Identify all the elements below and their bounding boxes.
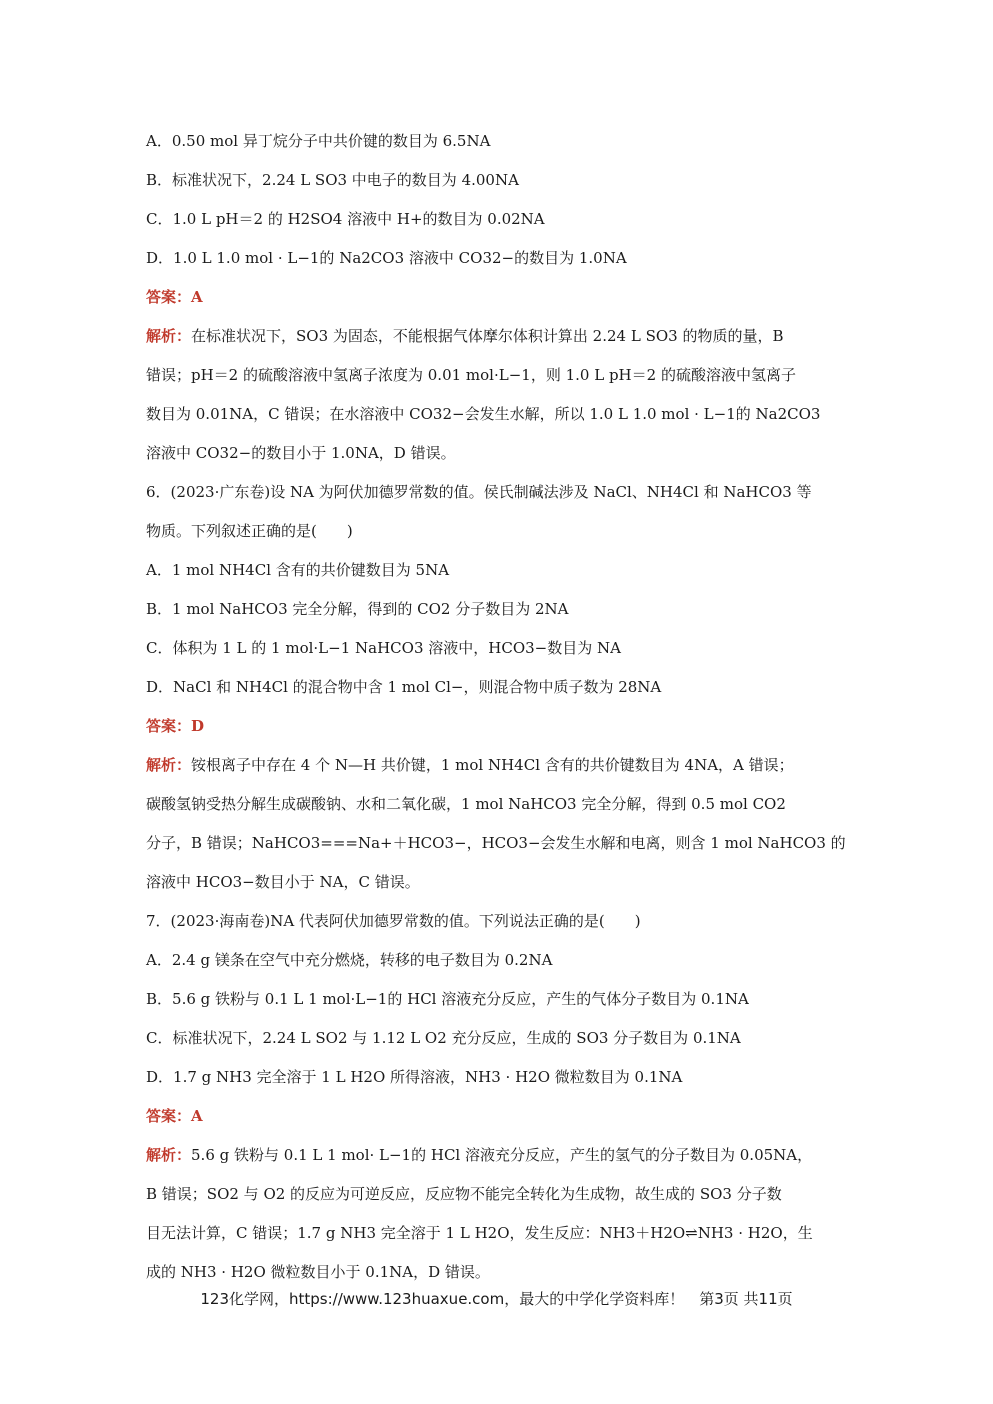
- line-text: D．NaCl 和 NH4Cl 的混合物中含 1 mol Cl−，则混合物中质子数为 28NA: [146, 678, 662, 696]
- line-text: B 错误；SO2 与 O2 的反应为可逆反应，反应物不能完全转化为生成物，故生成的 SO3 分子数: [146, 1185, 782, 1203]
- line-text: 成的 NH3 · H2O 微粒数目小于 0.1NA，D 错误。: [146, 1263, 490, 1281]
- line-text: A．1 mol NH4Cl 含有的共价键数目为 5NA: [146, 561, 450, 579]
- explanation-line: [146, 434, 858, 473]
- line-text: D: [191, 717, 205, 735]
- line-text: 铵根离子中存在 4 个 N—H 共价键，1 mol NH4Cl 含有的共价键数目为 4NA，A 错误；: [191, 756, 794, 774]
- question-line: [146, 473, 858, 512]
- question-line: [146, 551, 858, 590]
- explanation-label: 解析：: [146, 327, 192, 345]
- line-text: C．1.0 L pH＝2 的 H2SO4 溶液中 H+的数目为 0.02NA: [146, 210, 545, 228]
- answer-line: [146, 1097, 858, 1136]
- line-text: 6．(2023·广东卷)设 NA 为阿伏加德罗常数的值。侯氏制碱法涉及 NaCl、NH4Cl 和 NaHCO3 等: [146, 483, 812, 501]
- line-text: C．标准状况下，2.24 L SO2 与 1.12 L O2 充分反应，生成的 SO3 分子数目为 0.1NA: [146, 1029, 741, 1047]
- line-text: 5.6 g 铁粉与 0.1 L 1 mol· L−1的 HCl 溶液充分反应，产生的氢气的分子数目为 0.05NA，: [191, 1146, 813, 1164]
- question-line: [146, 590, 858, 629]
- line-text: D．1.7 g NH3 完全溶于 1 L H2O 所得溶液，NH3 · H2O 微粒数目为 0.1NA: [146, 1068, 683, 1086]
- question-line: [146, 200, 858, 239]
- question-line: [146, 629, 858, 668]
- answer-label: 答案：: [146, 1107, 192, 1125]
- explanation-line: [146, 317, 858, 356]
- line-text: A．0.50 mol 异丁烷分子中共价键的数目为 6.5NA: [146, 132, 491, 150]
- line-text: B．标准状况下，2.24 L SO3 中电子的数目为 4.00NA: [146, 171, 519, 189]
- answer-label: 答案：: [146, 717, 192, 735]
- line-text: 物质。下列叙述正确的是( ): [146, 522, 353, 540]
- explanation-label: 解析：: [146, 1146, 192, 1164]
- explanation-line: [146, 824, 858, 863]
- answer-line: [146, 707, 858, 746]
- line-text: 分子，B 错误；NaHCO3===Na+＋HCO3−，HCO3−会发生水解和电离，则含 1 mol NaHCO3 的: [146, 834, 846, 852]
- answer-line: [146, 278, 858, 317]
- question-line: [146, 668, 858, 707]
- explanation-line: [146, 1214, 858, 1253]
- explanation-label: 解析：: [146, 756, 192, 774]
- page-footer: 123化学网，https://www.123huaxue.com，最大的中学化学资料库！ 第3页 共11页: [200, 1290, 793, 1308]
- answer-label: 答案：: [146, 288, 192, 306]
- question-line: [146, 1058, 858, 1097]
- line-text: 数目为 0.01NA，C 错误；在水溶液中 CO32−会发生水解，所以 1.0 L 1.0 mol · L−1的 Na2CO3: [146, 405, 821, 423]
- document-body: [146, 122, 858, 1292]
- line-text: 在标准状况下，SO3 为固态，不能根据气体摩尔体积计算出 2.24 L SO3 的物质的量，B: [191, 327, 784, 345]
- line-text: 碳酸氢钠受热分解生成碳酸钠、水和二氧化碳，1 mol NaHCO3 完全分解，得到 0.5 mol CO2: [146, 795, 786, 813]
- explanation-line: [146, 395, 858, 434]
- explanation-line: [146, 785, 858, 824]
- explanation-line: [146, 1175, 858, 1214]
- line-text: 溶液中 HCO3−数目小于 NA，C 错误。: [146, 873, 420, 891]
- line-text: B．1 mol NaHCO3 完全分解，得到的 CO2 分子数目为 2NA: [146, 600, 569, 618]
- line-text: 溶液中 CO32−的数目小于 1.0NA，D 错误。: [146, 444, 456, 462]
- explanation-line: [146, 1136, 858, 1175]
- line-text: A: [191, 1107, 203, 1125]
- question-line: [146, 902, 858, 941]
- line-text: D．1.0 L 1.0 mol · L−1的 Na2CO3 溶液中 CO32−的数目为 1.0NA: [146, 249, 627, 267]
- line-text: 7．(2023·海南卷)NA 代表阿伏加德罗常数的值。下列说法正确的是( ): [146, 912, 641, 930]
- line-text: C．体积为 1 L 的 1 mol·L−1 NaHCO3 溶液中，HCO3−数目为 NA: [146, 639, 621, 657]
- line-text: 错误；pH＝2 的硫酸溶液中氢离子浓度为 0.01 mol·L−1，则 1.0 L pH＝2 的硫酸溶液中氢离子: [146, 366, 796, 384]
- question-line: [146, 1019, 858, 1058]
- question-line: [146, 941, 858, 980]
- line-text: B．5.6 g 铁粉与 0.1 L 1 mol·L−1的 HCl 溶液充分反应，产生的气体分子数目为 0.1NA: [146, 990, 749, 1008]
- explanation-line: [146, 863, 858, 902]
- line-text: 目无法计算，C 错误；1.7 g NH3 完全溶于 1 L H2O，发生反应：NH3＋H2O⇌NH3 · H2O，生: [146, 1224, 813, 1242]
- line-text: A．2.4 g 镁条在空气中充分燃烧，转移的电子数目为 0.2NA: [146, 951, 553, 969]
- question-line: [146, 512, 858, 551]
- question-line: [146, 161, 858, 200]
- question-line: [146, 122, 858, 161]
- question-line: [146, 239, 858, 278]
- explanation-line: [146, 356, 858, 395]
- explanation-line: [146, 746, 858, 785]
- line-text: A: [191, 288, 203, 306]
- question-line: [146, 980, 858, 1019]
